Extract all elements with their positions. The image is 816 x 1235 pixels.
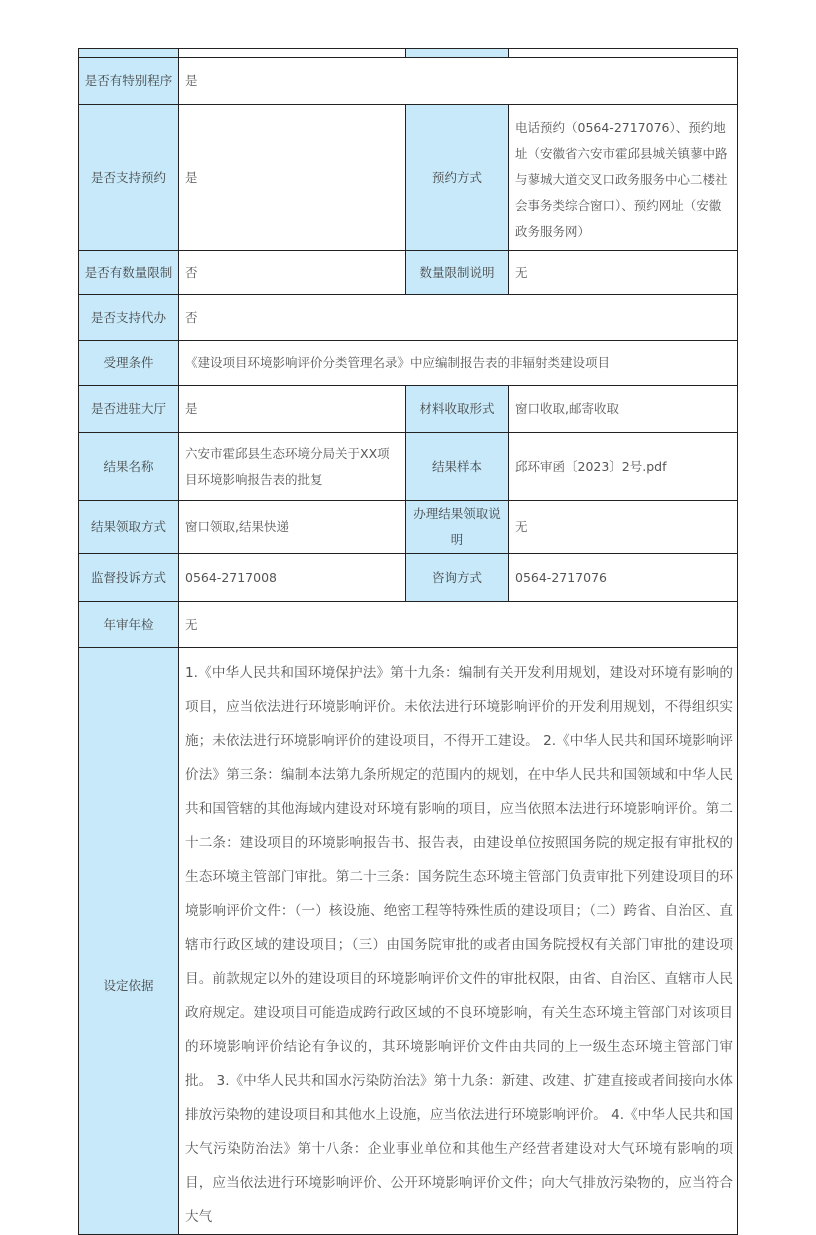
value-result-name: 六安市霍邱县生态环境分局关于XX项目环境影响报告表的批复 xyxy=(179,433,406,501)
label-result-sample: 结果样本 xyxy=(406,433,509,501)
label-quantity-limit: 是否有数量限制 xyxy=(79,251,179,295)
table-row xyxy=(79,251,738,295)
value-appointment-method: 电话预约（0564-2717076）、预约地址（安徽省六安市霍邱县城关镇蓼中路与蓼城大道交叉口政务服务中心二楼社会事务类综合窗口）、预约网址（安徽政务服务网） xyxy=(509,105,738,251)
label-quantity-limit-desc: 数量限制说明 xyxy=(406,251,509,295)
table-row xyxy=(79,295,738,341)
table-row xyxy=(79,602,738,648)
value-hall: 是 xyxy=(179,386,406,433)
label-cell xyxy=(406,49,509,58)
value-quantity-limit-desc: 无 xyxy=(509,251,738,295)
label-material: 材料收取形式 xyxy=(406,386,509,433)
value-cell xyxy=(179,49,406,58)
value-complaint: 0564-2717008 xyxy=(179,554,406,602)
label-special-procedure: 是否有特别程序 xyxy=(79,58,179,105)
value-special-procedure: 是 xyxy=(179,58,738,105)
value-acceptance: 《建设项目环境影响评价分类管理名录》中应编制报告表的非辐射类建设项目 xyxy=(179,341,738,386)
label-result-name: 结果名称 xyxy=(79,433,179,501)
value-result-pickup: 窗口领取,结果快递 xyxy=(179,501,406,554)
label-annual-review: 年审年检 xyxy=(79,602,179,648)
table-row xyxy=(79,554,738,602)
label-consult: 咨询方式 xyxy=(406,554,509,602)
table-row xyxy=(79,58,738,105)
result-sample-link[interactable]: 邱环审函〔2023〕2号.pdf xyxy=(509,433,738,501)
table-row-partial xyxy=(79,49,738,58)
value-basis: 1.《中华人民共和国环境保护法》第十九条：编制有关开发利用规划，建设对环境有影响的项目，应当依法进行环境影响评价。未依法进行环境影响评价的开发利用规划，不得组织实施；未依法进行环境影响评价的建设项目，不得开工建设。 2.《中华人民共和国环境影响评价法》第三条：编制本法第九条所规定的范围内的规划，在中华人民共和国领域和中华人民共和国管辖的其他海域内建设对环境有影响的项目，应当依照本法进行环境影响评价。第二十二条：建设项目的环境影响报告书、报告表，由建设单位按照国务院的规定报有审批权的生态环境主管部门审批。第二十三条：国务院生态环境主管部门负责审批下列建设项目的环境影响评价文件：（一）核设施、绝密工程等特殊性质的建设项目；（二）跨省、自治区、直辖市行政区域的建设项目；（三）由国务院审批的或者由国务院授权有关部门审批的建设项目。前款规定以外的建设项目的环境影响评价文件的审批权限，由省、自治区、直辖市人民政府规定。建设项目可能造成跨行政区域的不良环境影响，有关生态环境主管部门对该项目的环境影响评价结论有争议的，其环境影响评价文件由共同的上一级生态环境主管部门审批。 3.《中华人民共和国水污染防治法》第十九条：新建、改建、扩建直接或者间接向水体排放污染物的建设项目和其他水上设施，应当依法进行环境影响评价。 4.《中华人民共和国大气污染防治法》第十八条：企业事业单位和其他生产经营者建设对大气环境有影响的项目，应当依法进行环境影响评价、公开环境影响评价文件；向大气排放污染物的，应当符合大气 xyxy=(179,648,738,1235)
table-row xyxy=(79,433,738,501)
value-consult: 0564-2717076 xyxy=(509,554,738,602)
table-row xyxy=(79,341,738,386)
table-row xyxy=(79,648,738,1235)
value-material: 窗口收取,邮寄收取 xyxy=(509,386,738,433)
label-hall: 是否进驻大厅 xyxy=(79,386,179,433)
label-cell xyxy=(79,49,179,58)
label-complaint: 监督投诉方式 xyxy=(79,554,179,602)
label-result-pickup: 结果领取方式 xyxy=(79,501,179,554)
label-acceptance: 受理条件 xyxy=(79,341,179,386)
value-cell xyxy=(509,49,738,58)
table-row xyxy=(79,386,738,433)
service-info-table-container xyxy=(78,48,738,1235)
label-appointment: 是否支持预约 xyxy=(79,105,179,251)
value-proxy: 否 xyxy=(179,295,738,341)
label-appointment-method: 预约方式 xyxy=(406,105,509,251)
value-annual-review: 无 xyxy=(179,602,738,648)
label-proxy: 是否支持代办 xyxy=(79,295,179,341)
table-row xyxy=(79,501,738,554)
table-row xyxy=(79,105,738,251)
label-basis: 设定依据 xyxy=(79,648,179,1235)
value-result-pickup-desc: 无 xyxy=(509,501,738,554)
service-info-table xyxy=(78,48,738,1235)
value-quantity-limit: 否 xyxy=(179,251,406,295)
value-appointment: 是 xyxy=(179,105,406,251)
label-result-pickup-desc: 办理结果领取说明 xyxy=(406,501,509,554)
